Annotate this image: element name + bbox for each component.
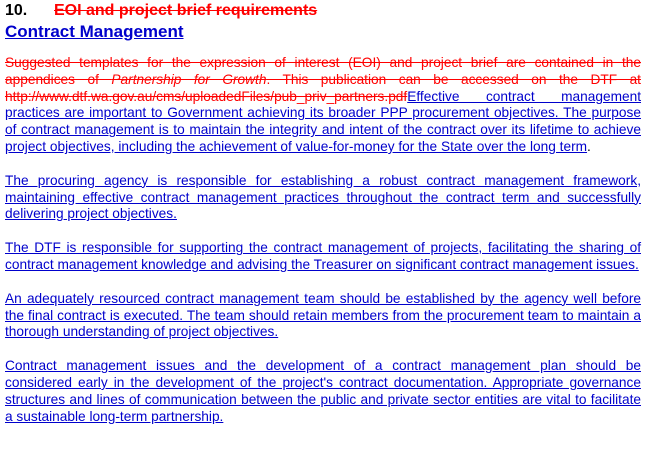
document-page xyxy=(5,0,641,425)
inserted-section-title: Contract Management xyxy=(5,22,184,41)
trailing-period: . xyxy=(587,138,591,154)
paragraph-3 xyxy=(5,240,641,274)
inserted-text: Contract management issues and the development of a contract management plan should be considered early in the development of the project's contract documentation. Appropriate governance structures and lines of communication between the public and private sector entities are vital to facilitate a sustainable long-term partnership. xyxy=(5,358,641,424)
deleted-text: Suggested templates for the expression of interest (EOI) and project brief are contained in the appendices of xyxy=(5,55,641,87)
inserted-text: An adequately resourced contract management team should be established by the agency well before the final contract is executed. The team should retain members from the procurement team to maintain a thorough understanding of project objectives. xyxy=(5,290,641,340)
section-heading-inserted-line xyxy=(5,21,641,42)
deleted-text: . This publication can be accessed on the DTF at xyxy=(266,71,641,87)
section-heading-deleted-line xyxy=(5,0,641,21)
paragraph-1 xyxy=(5,55,641,156)
paragraph-4 xyxy=(5,291,641,341)
deleted-section-title: EOI and project brief requirements xyxy=(54,2,318,19)
inserted-text: Effective contract management practices are important to Government achieving its broader PPP procurement objectives. The purpose of contract management is to maintain the integrity and intent of the contract over its lifetime to achieve project objectives, including the achievement of value-for-money for the State over the long term xyxy=(5,88,641,154)
deleted-publication-title: Partnership for Growth xyxy=(111,71,267,87)
inserted-text: The procuring agency is responsible for establishing a robust contract management framework, maintaining effective contract management practices throughout the contract term and successfully delivering project objectives. xyxy=(5,172,641,222)
paragraph-2 xyxy=(5,173,641,223)
paragraph-5 xyxy=(5,358,641,425)
section-number: 10. xyxy=(5,2,28,19)
deleted-url-link[interactable]: http://www.dtf.wa.gov.au/cms/uploadedFiles/pub_priv_partners.pdf xyxy=(5,88,408,104)
inserted-text: The DTF is responsible for supporting the contract management of projects, facilitating the sharing of contract management knowledge and advising the Treasurer on significant contract management issues. xyxy=(5,240,641,272)
